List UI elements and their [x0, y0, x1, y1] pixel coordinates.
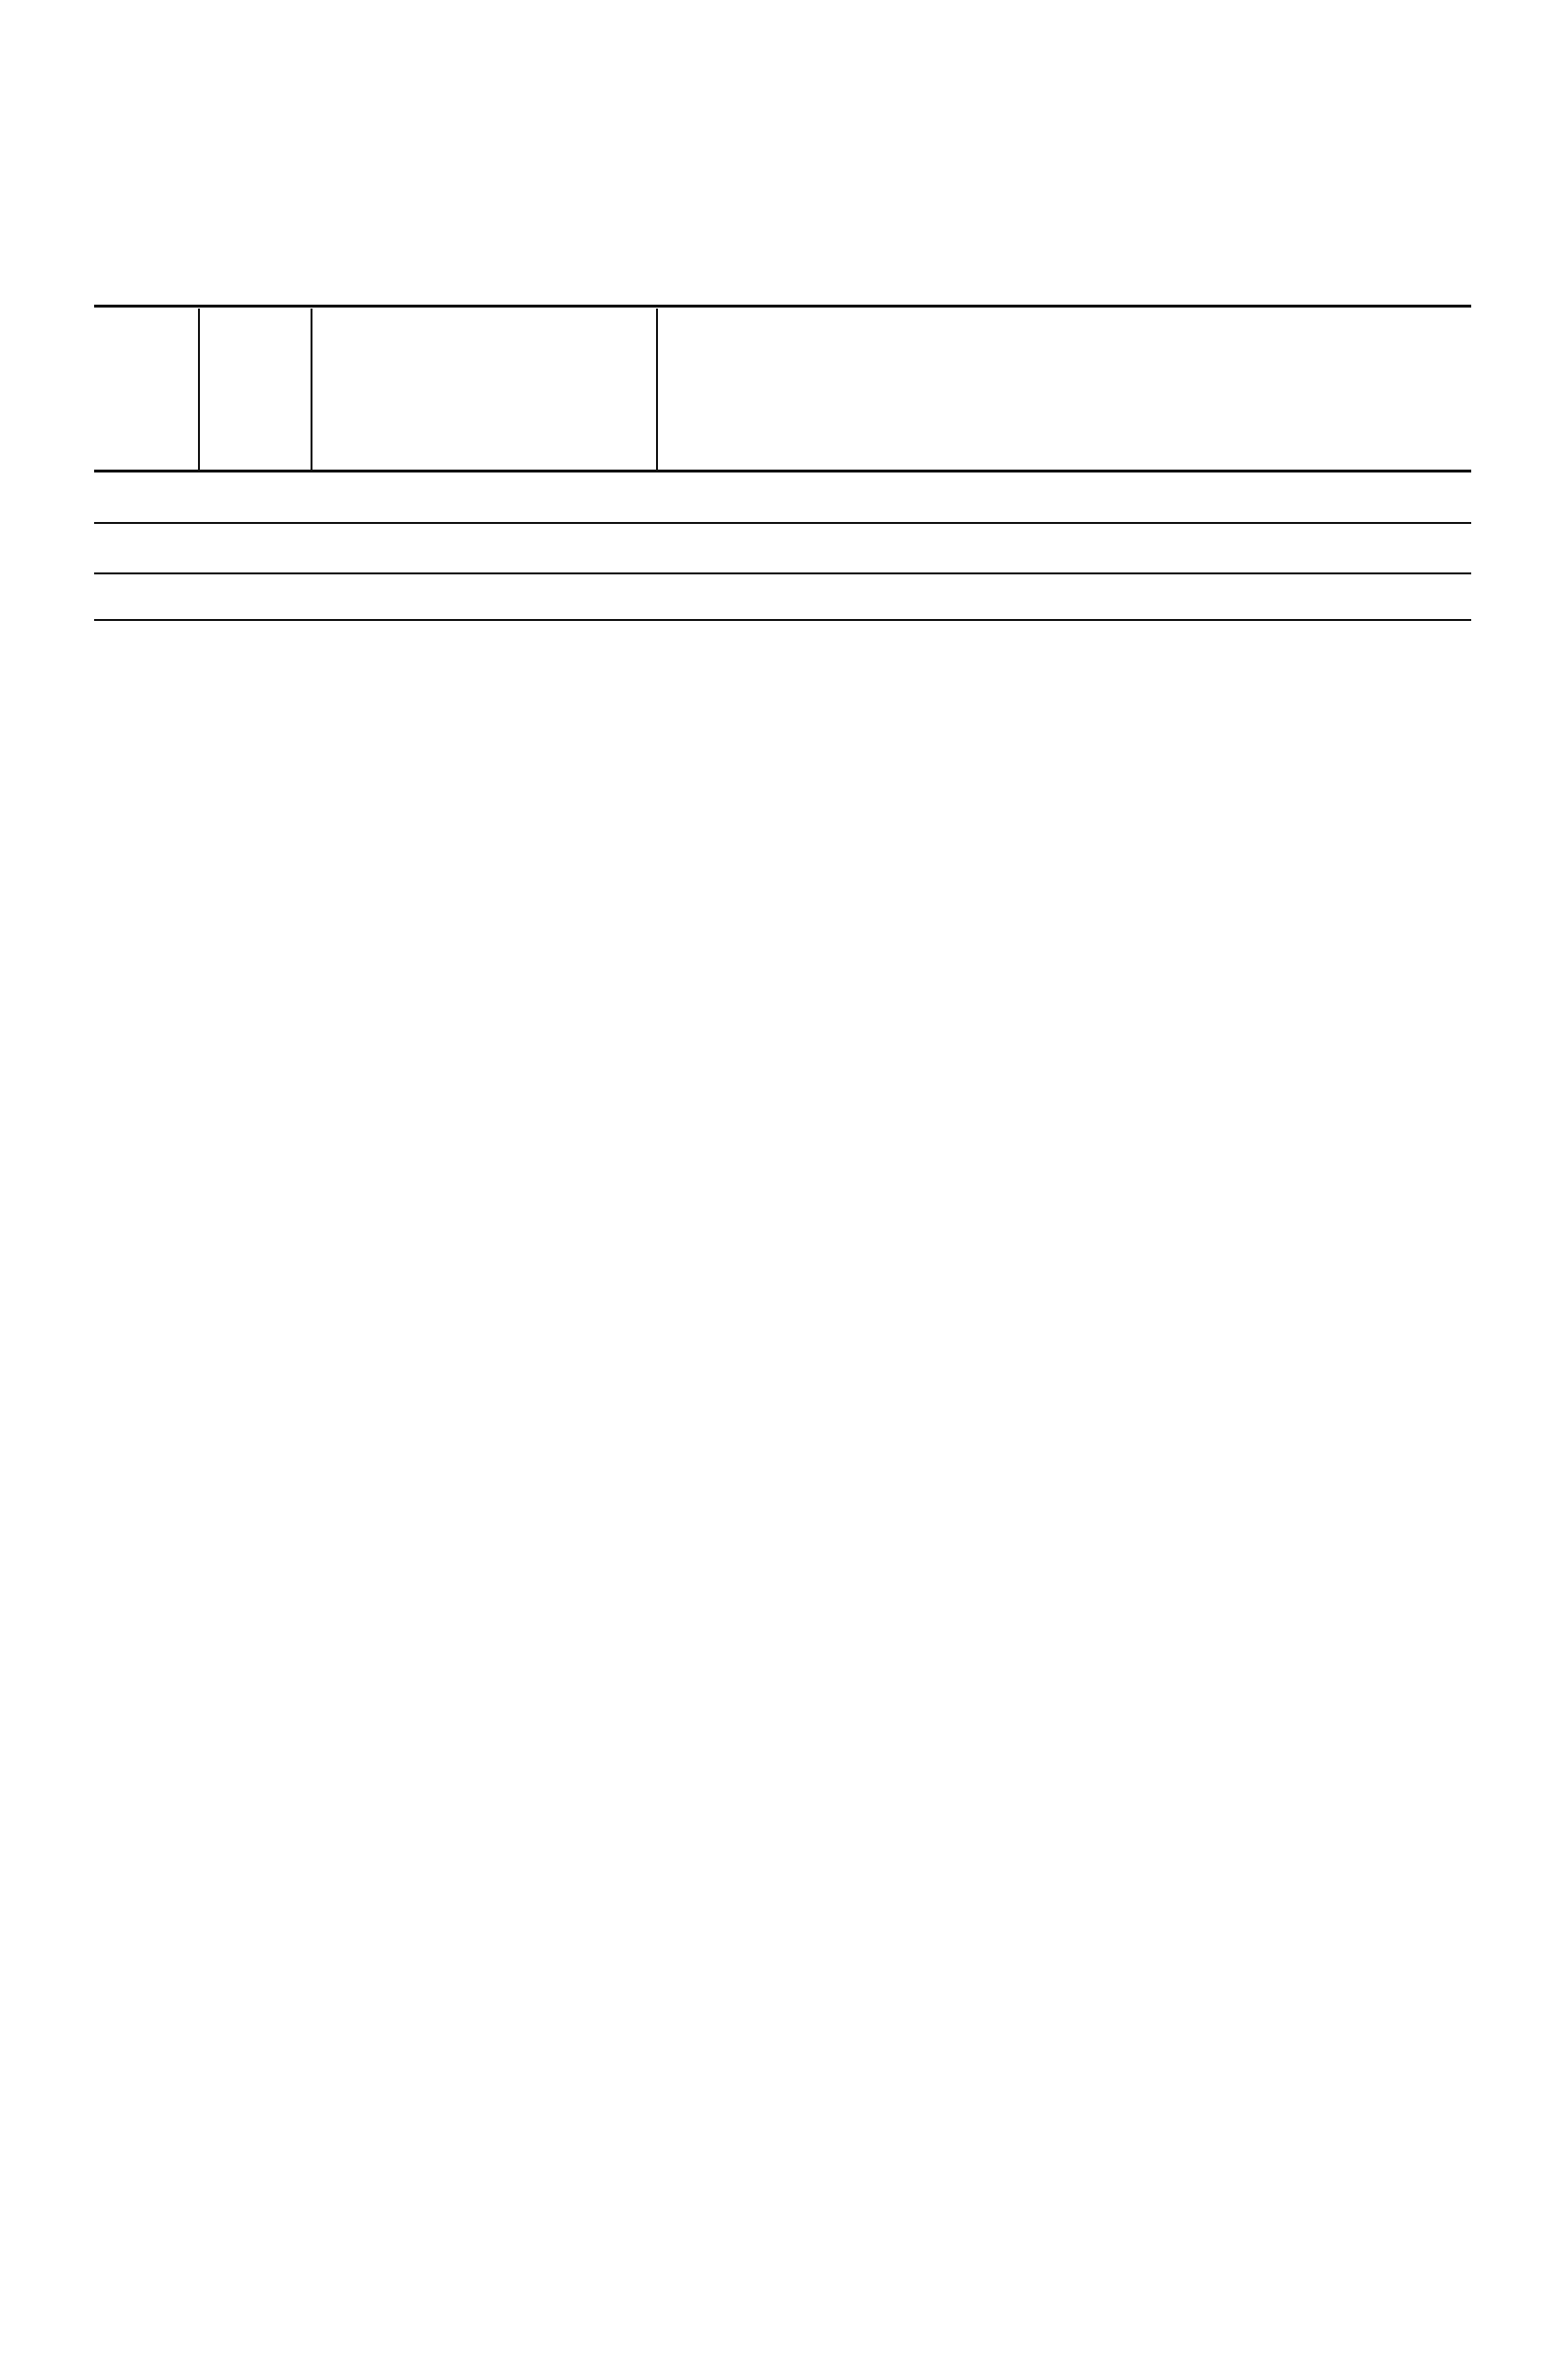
row2-bottom-rule: [94, 572, 1471, 574]
row3-bottom-rule: [94, 619, 1471, 621]
header-bottom-rule: [94, 470, 1471, 473]
row1-bottom-rule: [94, 522, 1471, 524]
size-feature-header: [109, 349, 186, 466]
header-divider-3: [656, 309, 658, 470]
drawing-number-header: [223, 354, 291, 461]
table-top-rule: [94, 305, 1471, 308]
header-divider-2: [311, 309, 312, 470]
header-divider-1: [198, 309, 200, 470]
